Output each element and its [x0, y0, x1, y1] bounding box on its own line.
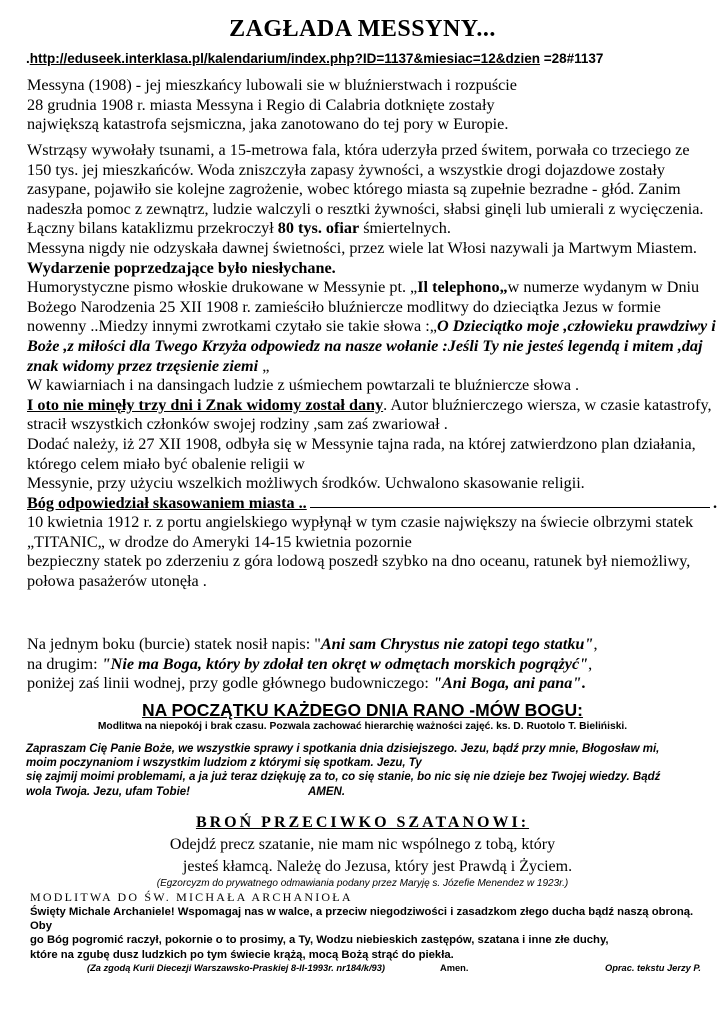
michael-line: Święty Michale Archaniele! Wspomagaj nas w walce, a przeciw niegodziwości i zasadzkom złego ducha bądź naszą obroną. Oby — [30, 906, 694, 933]
preceding-event-heading: Wydarzenie poprzedzające było niesłychane. — [27, 258, 336, 277]
intro-paragraph — [27, 76, 717, 135]
prayer-amen: AMEN. — [308, 785, 346, 798]
exorcism-line: Odejdź precz szatanie, nie mam nic wspólnego z tobą, który — [169, 836, 556, 853]
michael-prayer-heading: MODLITWA DO ŚW. MICHAŁA ARCHANIOŁA — [30, 890, 353, 904]
inscription-quote-2: "Nie ma Boga, który by zdołał ten okręt w odmętach morskich pogrążyć" — [101, 654, 589, 673]
prayer-line: się zajmij moimi problemami, a ja już teraz dziękuję za to, co się stanie, bo nic się nie dzieje bez Twojej wiedzy. Bądź — [26, 771, 661, 784]
inscription-end-2: , — [588, 654, 593, 673]
intro-line: Messyna (1908) - jej mieszkańcy lubowali sie w bluźnierstwach i rozpuście — [27, 76, 517, 94]
source-link[interactable]: http://eduseek.interklasa.pl/kalendarium/index.php?ID=1137&miesiac=12&dzien — [29, 51, 540, 66]
morning-prayer-text — [26, 742, 711, 799]
prayer-line-last — [26, 785, 711, 799]
inscription-line-1 — [27, 635, 717, 655]
inscription-quote-3: "Ani Boga, ani pana" — [432, 674, 582, 693]
inscription-quote-1: Ani sam Chrystus nie zatopi tego statku" — [320, 635, 594, 653]
inscription-end-1: , — [593, 635, 598, 653]
underline-rule — [310, 507, 710, 508]
inscription-intro-2: na drugim: — [27, 654, 102, 673]
god-answered-end: . — [712, 493, 717, 512]
magazine-title: Il telephono„ — [417, 278, 508, 297]
source-prefix: . — [26, 51, 30, 66]
blasphemous-verse: O Dzieciątko moje ,człowieku prawdziwy i Boże ,z miłości dla Twego Krzyża odpowiedz na nasze wołanie :Jeśli Ty nie jesteś legendą i mitem ,daj znak widomy przez trzęsienie ziemi — [27, 317, 716, 375]
inscriptions-paragraph — [27, 635, 717, 694]
council-paragraph: Dodać należy, iż 27 XII 1908, odbyła się w Messynie tajna rada, na której zatwierdzono plan działania, którego celem miało być obalenie religii w — [27, 434, 696, 473]
michael-prayer-text — [30, 905, 715, 962]
footer-amen: Amen. — [440, 963, 469, 973]
intro-line: 28 grudnia 1908 r. miasta Messyna i Regio di Calabria dotknięte zostały — [27, 95, 495, 114]
prayer-line: Zapraszam Cię Panie Boże, we wszystkie sprawy i spotkania dnia dzisiejszego. Jezu, bądź przy mnie, Błogosław mi, — [26, 743, 660, 755]
page-title: ZAGŁADA MESSYNY... — [229, 16, 496, 42]
god-answered-line — [27, 494, 717, 514]
sign-paragraph — [27, 396, 717, 435]
footer-credit: Oprac. tekstu Jerzy P. — [605, 963, 701, 973]
humor-paragraph — [27, 278, 717, 376]
victims-end: śmiertelnych. — [359, 219, 451, 238]
weapon-heading: BROŃ PRZECIWKO SZATANOWI: — [195, 814, 530, 831]
intro-line: największą katastrofa sejsmiczna, jaka zanotowano do tej pory w Europie. — [27, 115, 509, 134]
prayer-line: wola Twoja. Jezu, ufam Tobie! — [26, 785, 190, 798]
tsunami-paragraph — [27, 141, 717, 239]
god-answered-text: Bóg odpowiedział skasowaniem miasta .. — [27, 493, 307, 512]
titanic-paragraph-1: 10 kwietnia 1912 r. z portu angielskiego wypłynął w tym czasie największy na świecie olbrzymi statek „TITANIC„ w drodze do Ameryki 14-15 kwietnia pozornie — [27, 513, 694, 551]
inscription-line-2 — [27, 655, 717, 675]
inscription-line-3 — [27, 674, 717, 694]
council-decision: Messynie, przy użyciu wszelkich możliwych środków. Uchwalono skasowanie religii. — [27, 474, 585, 493]
prayer-note: Modlitwa na niepokój i brak czasu. Pozwala zachować hierarchię ważności zajęć. ks. D. Ruotolo T. Bielińiski. — [97, 721, 628, 732]
inscription-intro-3: poniżej zaś linii wodnej, przy godle głównego budowniczego: — [27, 674, 433, 693]
inscription-end-3: . — [581, 674, 586, 693]
tsunami-text: Wstrząsy wywołały tsunami, a 15-metrowa fala, która uderzyła przed świtem, porwała co trzeciego ze 150 tys. jej mieszkańców. Woda zniszczyła zapasy żywności, a wszystkie drogi dojazdowe zostały zasypane, pojawiło sie kolejne zagrożenie, wobec którego miasta są zupełnie bezradne - głód. Zanim nadeszła pomoc z zewnątrz, ludzie walczyli o resztki żywności, słabsi ginęli lub umierali z wycięczenia. Łączny bilans kataklizmu przekroczył — [27, 141, 704, 238]
michael-line: go Bóg pogromić raczył, pokornie o to prosimy, a Ty, Wodzu niebieskich zastępów, szatana i inne złe duchy, — [30, 934, 609, 947]
humor-text-2: w numerze wydanym w Dniu Bożego Narodzenia 25 XII 1908 r. zamieściło bluźniercze modlitwy do dzieciątka Jezus w formie nowenny ..Miedzy innymi zwrotkami czytało sie takie słowa :„ — [27, 278, 700, 336]
main-article — [27, 141, 717, 592]
prayer-line: moim poczynaniom i wszystkim ludziom z którymi się spotkam. Jezu, Ty — [26, 757, 422, 770]
morning-prayer-heading: NA POCZĄTKU KAŻDEGO DNIA RANO -MÓW BOGU: — [141, 700, 584, 720]
inscription-intro-1: Na jednym boku (burcie) statek nosił napis: " — [27, 635, 321, 653]
cafes-paragraph: W kawiarniach i na dansingach ludzie z uśmiechem powtarzali te bluźniercze słowa . — [27, 376, 580, 395]
victims-count: 80 tys. ofiar — [277, 219, 360, 238]
exorcism-source: (Egzorcyzm do prywatnego odmawiania podany przez Maryję s. Józefie Menendez w 1923r.) — [156, 878, 569, 889]
michael-line: które na zgubę dusz ludzkich po tym świecie krążą, mocą Bożą strąć do piekła. — [30, 948, 454, 961]
dead-city-paragraph: Messyna nigdy nie odzyskała dawnej świetności, przez wiele lat Włosi nazywali ja Martwym Miastem. — [27, 238, 697, 257]
footer-approval: (Za zgodą Kurii Diecezji Warszawsko-Praskiej 8-II-1993r. nr184/k/93) — [87, 963, 385, 973]
sign-given-text: I oto nie minęły trzy dni i Znak widomy został dany — [27, 395, 384, 414]
exorcism-text — [0, 834, 725, 878]
humor-text-1: Humorystyczne pismo włoskie drukowane w Messynie pt. „ — [27, 278, 418, 297]
exorcism-line: jesteś kłamcą. Należę do Jezusa, który jest Prawdą i Życiem. — [182, 858, 573, 875]
titanic-paragraph-2: bezpieczny statek po zderzeniu z góra lodową poszedł szybko na dno oceanu, ratunek był niemożliwy, połowa pasażerów utonęła . — [27, 552, 691, 591]
source-line — [26, 51, 603, 66]
source-suffix: =28#1137 — [539, 51, 604, 66]
author-text: . Autor bluźnierczego wiersza, w czasie katastrofy, stracił wszystkich członków swojej rodziny ,sam zaś zwariował . — [27, 395, 712, 434]
verse-close: „ — [262, 356, 270, 375]
